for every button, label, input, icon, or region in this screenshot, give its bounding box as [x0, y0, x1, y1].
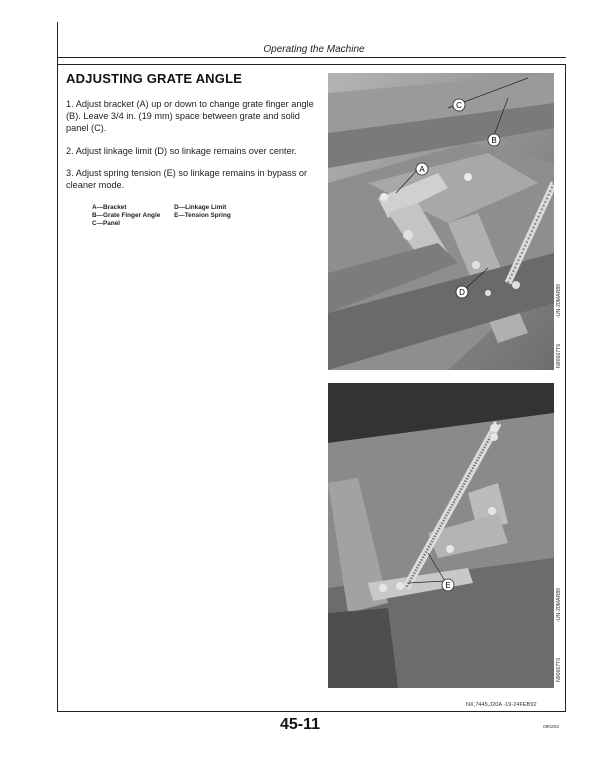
corner-code: 090202	[543, 725, 560, 730]
footer-reference-code: NX,7445,J20A -19-24FEB92	[466, 702, 537, 708]
header-rule	[57, 57, 566, 58]
svg-text:D: D	[459, 288, 465, 297]
figure-photo-grate-linkage	[328, 73, 554, 370]
figure-2-id: N90667T0	[556, 657, 562, 682]
photo-illustration-2	[328, 383, 554, 688]
photo-illustration-1	[328, 73, 554, 370]
legend-item: C—Panel	[92, 220, 121, 227]
page-number: 45-11	[280, 716, 321, 733]
svg-text:E: E	[445, 581, 451, 590]
step-2: 2. Adjust linkage limit (D) so linkage remains over center.	[66, 146, 297, 156]
legend-item: E—Tension Spring	[174, 212, 231, 219]
svg-text:C: C	[456, 101, 462, 110]
svg-text:A: A	[419, 165, 425, 174]
legend-item: A—Bracket	[92, 204, 127, 211]
legend-column-2	[174, 204, 231, 220]
callout-d	[456, 286, 468, 298]
step-1: 1. Adjust bracket (A) up or down to change grate finger angle (B). Leave 3/4 in. (19 mm) space between grate and solid panel (C).	[66, 99, 314, 133]
callout-a	[416, 163, 428, 175]
step-3: 3. Adjust spring tension (E) so linkage remains in bypass or cleaner mode.	[66, 168, 308, 190]
section-title: Operating the Machine	[263, 44, 365, 55]
legend	[92, 204, 231, 228]
page-heading: ADJUSTING GRATE ANGLE	[66, 71, 243, 86]
callout-c	[453, 99, 465, 111]
figure-1-id: N90667T6	[556, 343, 562, 368]
svg-text:B: B	[491, 136, 497, 145]
callout-e	[442, 579, 454, 591]
figure-photo-tension-spring	[328, 383, 554, 688]
callout-b	[488, 134, 500, 146]
figure-2-code: -UN-20MAR89	[556, 587, 562, 622]
legend-item: B—Grate Finger Angle	[92, 212, 161, 219]
legend-column-1	[92, 204, 160, 228]
figure-1-code: -UN-20MAR89	[556, 283, 562, 318]
legend-item: D—Linkage Limit	[174, 204, 227, 211]
